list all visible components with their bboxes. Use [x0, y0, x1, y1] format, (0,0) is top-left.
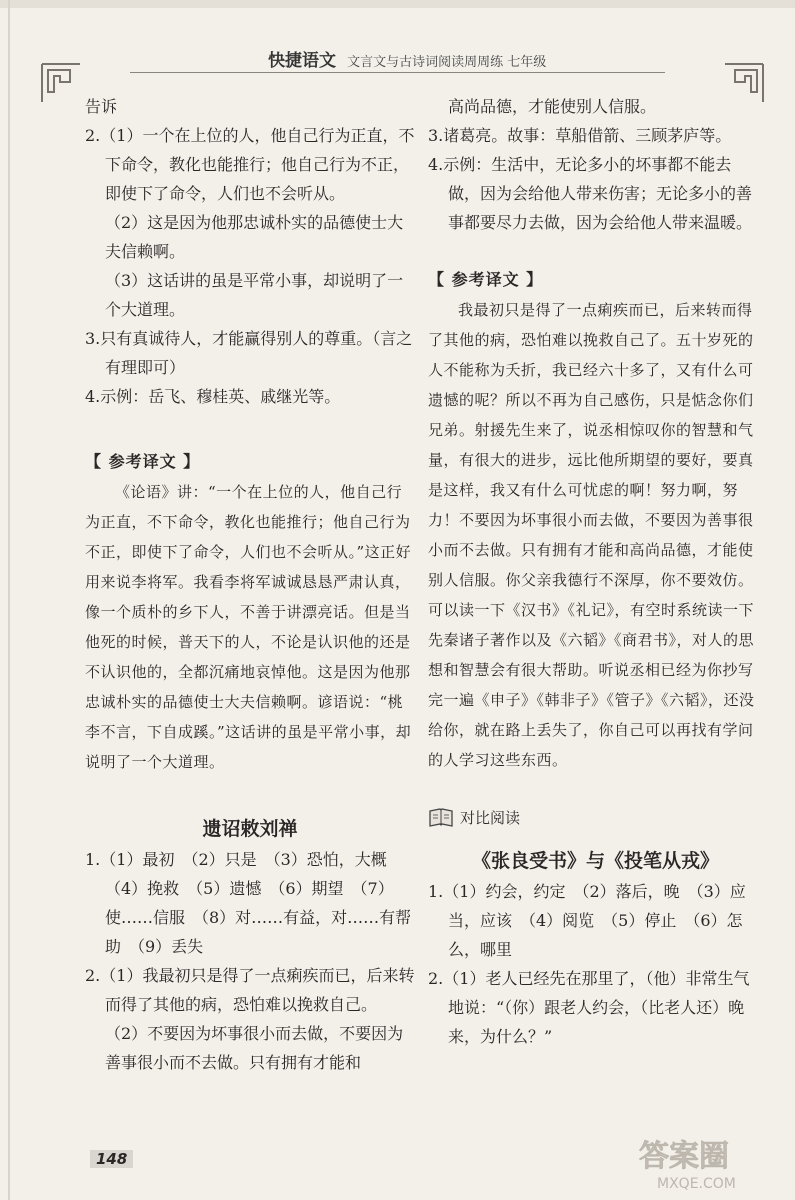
compare-reading-text: 对比阅读 [460, 809, 521, 827]
right-column [428, 92, 763, 1051]
left-column [85, 92, 415, 1077]
watermark-logo [635, 1132, 783, 1192]
reference-translation-text: 我最初只是得了一点痢疾而已，后来转而得了其他的病，恐怕难以挽救自己了。五十岁死的人不能称为夭折，我已经六十多了，又有什么可遗憾的呢？所以不再为自己感伤，只是惦念你们兄弟。射援先生来了，说丞相惊叹你的智慧和气量，有很大的进步，远比他所期望的要好，要真是这样，我又有什么可忧虑的啊！努力啊，努力！不要因为坏事很小而去做，不要因为善事很小而不去做。只有拥有才能和高尚品德，才能使别人信服。你父亲我德行不深厚，你不要效仿。可以读一下《汉书》《礼记》，有空时系统读一下先秦诸子著作以及《六韬》《商君书》，对人的思想和智慧会有很大帮助。听说丞相已经为你抄写完一遍《申子》《韩非子》《管子》《六韬》，还没给你，就在路上丢失了，你自己可以再找有学问的人学习这些东西。 [428, 301, 755, 769]
answer-item: 2.（1）一个在上位的人，他自己行为正直，不下命令，教化也能推行；他自己行为不正，即使下了命令，人们也不会听从。 [85, 126, 415, 203]
answer-item: 3.只有真诚待人，才能赢得别人的尊重。（言之有理即可） [85, 329, 413, 377]
page-number: 148 [90, 1150, 133, 1168]
header-subtitle: 文言文与古诗词阅读周周练 七年级 [347, 55, 547, 70]
answer-subitem: （2）这是因为他那忠诚朴实的品德使士大夫信赖啊。 [105, 213, 404, 261]
binding-edge [8, 0, 10, 1200]
answer-item: 1.（1）最初 （2）只是 （3）恐怕，大概 （4）挽救 （5）遗憾 （6）期望 （7）使……信服 （8）对……有益，对……有帮助 （9）丢失 [85, 850, 412, 956]
header-brand: 快捷语文 [268, 51, 336, 71]
header-title [268, 46, 546, 71]
book-icon [428, 807, 454, 829]
compare-reading-label [428, 803, 763, 833]
answer-continuation: 高尚品德，才能使别人信服。 [448, 97, 657, 116]
reference-translation-heading: 【 参考译文 】 [428, 270, 544, 289]
reference-translation-text: 《论语》讲：“一个在上位的人，他自己行为正直，不下命令，教化也能推行；他自己行为不正，即使下了命令，人们也不会听从。”这正好用来说李将军。我看李将军诚诚恳恳严肃认真，像一个质朴的乡下人，不善于讲漂亮话。但是当他死的时候，普天下的人，不论是认识他的还是不认识他的，全都沉痛地哀悼他。这是因为他那忠诚朴实的品德使士大夫信赖啊。谚语说：“桃李不言，下自成蹊。”这话讲的虽是平常小事，却说明了一个大道理。 [85, 483, 412, 771]
svg-text:MXQE.COM: MXQE.COM [657, 1176, 736, 1192]
answer-item: 4.示例：岳飞、穆桂英、戚继光等。 [85, 387, 341, 406]
answer-item: 2.（1）老人已经先在那里了，（他）非常生气地说：“（你）跟老人约会，（比老人还）晚来，为什么？” [428, 969, 750, 1046]
page-top-edge [0, 0, 795, 8]
answer-subitem: （2）不要因为坏事很小而去做，不要因为善事很小而不去做。只有拥有才能和 [105, 1024, 404, 1072]
answer-item: 3.诸葛亮。故事：草船借箭、三顾茅庐等。 [428, 126, 732, 145]
answer-subitem: （3）这话讲的虽是平常小事，却说明了一个大道理。 [105, 271, 404, 319]
svg-text:答案圈: 答案圈 [639, 1139, 729, 1174]
answer-item: 4.示例：生活中，无论多小的坏事都不能去做，因为会给他人带来伤害；无论多小的善事都要尽力去做，因为会给他人带来温暖。 [428, 155, 753, 232]
chapter-title: 《张良受书》与《投笔从戎》 [471, 850, 719, 872]
answer-item: 2.（1）我最初只是得了一点痢疾而已，后来转而得了其他的病，恐怕难以挽救自己。 [85, 966, 415, 1014]
answer-item: 1.（1）约会，约定 （2）落后，晚 （3）应当，应该 （4）阅览 （5）停止 （6）怎么，哪里 [428, 882, 746, 959]
chapter-title: 遗诏敕刘禅 [202, 818, 298, 840]
reference-translation-heading: 【 参考译文 】 [85, 452, 201, 471]
header-rule [130, 72, 665, 73]
page-header [0, 44, 795, 72]
answer-line: 告诉 [85, 97, 118, 116]
